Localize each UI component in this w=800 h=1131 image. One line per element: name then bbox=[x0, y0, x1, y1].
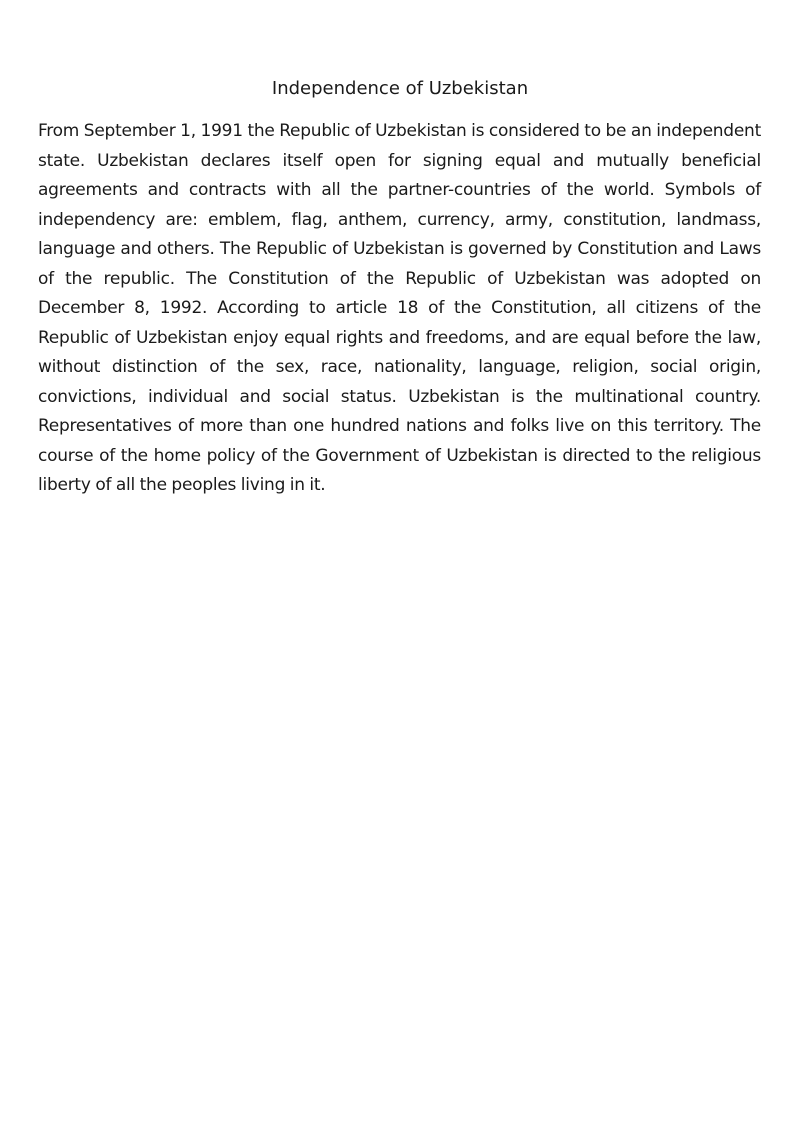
document-body-paragraph: From September 1, 1991 the Republic of Uzbekistan is considered to be an independent state. Uzbekistan declares itself open for signing equal and mutually beneficial agreements and contracts with all the partner-countries of the world. Symbols of independency are: emblem, flag, anthem, currency, army, constitution, landmass, language and others. The Republic of Uzbekistan is governed by Constitution and Laws of the republic. The Constitution of the Republic of Uzbekistan was adopted on December 8, 1992. According to article 18 of the Constitution, all citizens of the Republic of Uzbekistan enjoy equal rights and freedoms, and are equal before the law, without distinction of the sex, race, nationality, language, religion, social origin, convictions, individual and social status. Uzbekistan is the multinational country. Representatives of more than one hundred nations and folks live on this territory. The course of the home policy of the Government of Uzbekistan is directed to the religious liberty of all the peoples living in it. bbox=[38, 121, 761, 495]
document-title: Independence of Uzbekistan bbox=[271, 78, 529, 99]
